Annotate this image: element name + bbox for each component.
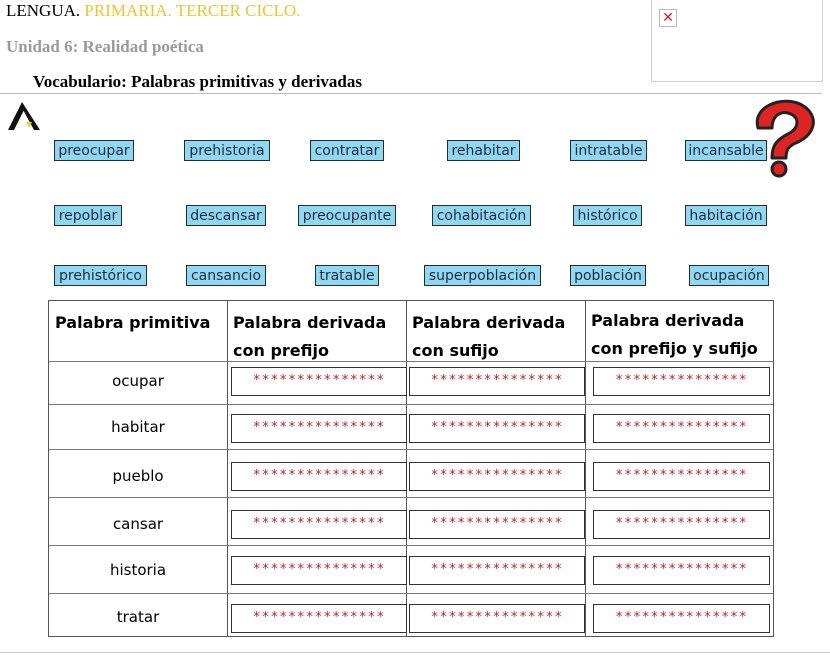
drop-slot[interactable]: *************** [593,367,770,396]
row-label-ocupar: ocupar [112,372,164,390]
table-divider [227,301,228,636]
word-chip-repoblar[interactable]: repoblar [54,205,122,226]
drop-slot[interactable]: *************** [593,556,770,585]
table-divider [49,404,773,405]
drop-slot[interactable]: *************** [593,414,770,443]
word-chip-preocupar[interactable]: preocupar [54,140,134,161]
vocabulary-table [48,300,774,637]
drop-slot[interactable]: *************** [231,462,407,491]
row-label-historia: historia [109,561,167,579]
column-header-primitive: Palabra primitiva [55,313,211,332]
activity-title: Vocabulario: Palabras primitivas y derivadas [33,72,362,91]
column-header-prefix [233,309,386,365]
word-chip-prehistoria[interactable]: prehistoria [184,140,270,161]
drop-slot[interactable]: *************** [409,604,585,633]
table-divider [585,301,586,636]
word-chip-incansable[interactable]: incansable [685,140,767,161]
word-chip-contratar[interactable]: contratar [310,140,384,161]
drop-slot[interactable]: *************** [409,556,585,585]
column-header-suffix [412,309,565,365]
subject-heading [6,1,300,21]
drop-slot[interactable]: *************** [593,510,770,539]
unit-title: Unidad 6: Realidad poética [6,37,204,56]
row-label-habitar: habitar [111,418,165,436]
word-chip-rehabitar[interactable]: rehabitar [447,140,520,161]
drop-slot[interactable]: *************** [409,414,585,443]
drop-slot[interactable]: *************** [409,367,585,396]
drop-slot[interactable]: *************** [409,462,585,491]
column-header-suffix-line1: Palabra derivada [412,313,566,332]
table-divider [49,497,773,498]
word-chip-historico[interactable]: histórico [573,205,642,226]
word-chip-descansar[interactable]: descansar [186,205,266,226]
word-chip-habitacion[interactable]: habitación [685,205,767,226]
column-header-prefix-line1: Palabra derivada [233,313,387,332]
footer-divider [0,652,830,653]
column-header-prefix-suffix-line1: Palabra derivada [591,311,745,330]
table-divider [49,593,773,594]
table-divider [49,449,773,450]
drop-slot[interactable]: *************** [231,604,407,633]
table-divider [49,545,773,546]
word-chip-cohabitacion[interactable]: cohabitación [432,205,531,226]
word-chip-ocupacion[interactable]: ocupación [689,265,769,286]
drop-slot[interactable]: *************** [231,414,407,443]
logo-icon [6,100,42,132]
drop-slot[interactable]: *************** [593,604,770,633]
subject-label: LENGUA. [6,1,81,20]
drop-slot[interactable]: *************** [409,510,585,539]
drop-slot[interactable]: *************** [593,462,770,491]
header-divider [0,93,822,94]
close-icon[interactable]: ✕ [659,9,677,27]
column-header-prefix-suffix [591,307,758,363]
row-label-pueblo: pueblo [112,467,164,485]
word-chip-preocupante[interactable]: preocupante [298,205,396,226]
word-chip-tratable[interactable]: tratable [315,265,379,286]
word-chip-intratable[interactable]: intratable [570,140,647,161]
word-chip-prehistorico[interactable]: prehistórico [54,265,147,286]
drop-slot[interactable]: *************** [231,367,407,396]
word-chip-superpoblacion[interactable]: superpoblación [424,265,541,286]
level-label: PRIMARIA. TERCER CICLO. [84,1,301,20]
drop-slot[interactable]: *************** [231,510,407,539]
column-header-prefix-suffix-line2: con prefijo y sufijo [591,339,758,358]
drop-slot[interactable]: *************** [231,556,407,585]
row-label-cansar: cansar [112,515,164,533]
word-chip-cansancio[interactable]: cansancio [186,265,266,286]
word-chip-poblacion[interactable]: población [570,265,646,286]
column-header-suffix-line2: con sufijo [412,341,499,360]
row-label-tratar: tratar [116,608,160,626]
column-header-prefix-line2: con prefijo [233,341,329,360]
question-mark-icon[interactable] [742,96,822,178]
